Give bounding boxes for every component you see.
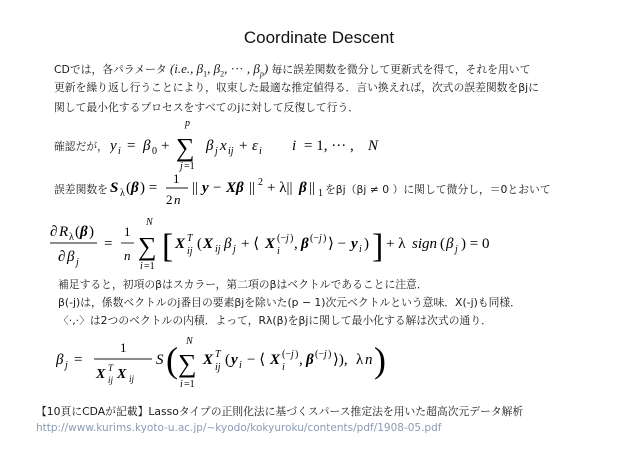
svg-text:∂: ∂ — [50, 224, 58, 240]
derivative-equation — [48, 214, 608, 274]
svg-text:Xβ: Xβ — [226, 180, 244, 196]
svg-text:) = 0: ) = 0 — [461, 236, 490, 252]
svg-text:X: X — [96, 367, 106, 382]
svg-text:S: S — [156, 352, 164, 368]
svg-text:): ) — [374, 340, 386, 380]
svg-text:(: ( — [75, 224, 80, 240]
svg-text:j: j — [455, 244, 458, 255]
svg-text:1: 1 — [120, 340, 127, 355]
svg-text:(−: (− — [315, 349, 324, 360]
svg-text:): ) — [364, 236, 369, 252]
svg-text:λ: λ — [69, 232, 74, 243]
error-fn-suffix: をβj（βj ≠ 0 ）に関して微分し，＝0とおいて — [325, 183, 551, 196]
para1-line2: 更新を繰り返し行うことにより，収束した最適な推定値得る．言い換えれば，次式の誤差関数をβjに — [54, 81, 539, 94]
svg-text:i: i — [118, 146, 121, 157]
svg-text:(: ( — [197, 236, 202, 252]
svg-text:∑: ∑ — [176, 133, 195, 162]
svg-text:N: N — [146, 217, 153, 228]
svg-text:=: = — [104, 236, 113, 252]
svg-text:ij: ij — [215, 244, 221, 255]
svg-text:X: X — [265, 236, 276, 252]
svg-text:i: i — [180, 379, 183, 390]
svg-text:x: x — [220, 138, 227, 154]
svg-text:−: − — [213, 180, 222, 196]
supplement-line3: 〈·,·〉は2つのベクトルの内積．よって，Rλ(β)をβjに関して最小化する解は次式の通り． — [58, 314, 492, 327]
svg-text:λ: λ — [120, 188, 125, 199]
svg-text:y: y — [351, 236, 358, 252]
svg-text:+ λ: + λ — [386, 236, 406, 252]
svg-text:=1: =1 — [184, 161, 195, 172]
svg-text:ij: ij — [187, 246, 193, 257]
svg-text:β: β — [206, 138, 214, 154]
confirm-label: 確認だが， — [54, 140, 108, 153]
reference-url[interactable]: http://www.kurims.kyoto-u.ac.jp/~kyodo/kokyuroku/contents/pdf/1908-05.pdf — [36, 422, 442, 434]
svg-text:+ λ||: + λ|| — [267, 180, 293, 196]
svg-text:ij: ij — [215, 362, 221, 373]
regression-equation — [110, 112, 410, 174]
svg-text:n: n — [174, 192, 181, 207]
para1-line3: 関して最小化するプロセスをすべてのjに対して反復して行う． — [54, 101, 360, 114]
svg-text:β: β — [299, 180, 307, 196]
svg-text:T: T — [108, 363, 114, 373]
svg-text:∑: ∑ — [178, 349, 197, 378]
svg-text:[: [ — [162, 228, 174, 265]
svg-text:||: || — [192, 180, 199, 196]
svg-text:β: β — [67, 249, 75, 265]
svg-text:||: || — [309, 180, 316, 196]
error-fn-label: 誤差関数を — [54, 183, 108, 196]
svg-text:+: + — [239, 138, 248, 154]
para1-line1-start: CDでは，各パラメータ — [54, 63, 167, 76]
svg-text:,: , — [299, 352, 303, 368]
svg-text:j: j — [233, 244, 236, 255]
svg-text:i: i — [259, 146, 262, 157]
svg-text:T: T — [187, 233, 193, 244]
svg-text:X: X — [117, 367, 127, 382]
para1-line1 — [54, 61, 530, 82]
svg-text:,: , — [294, 236, 298, 252]
svg-text:j: j — [291, 349, 294, 360]
svg-text:1: 1 — [318, 188, 323, 199]
slide-title: Coordinate Descent — [243, 28, 395, 47]
svg-text:j: j — [319, 233, 322, 244]
svg-text:β: β — [143, 138, 151, 154]
svg-text:(−: (− — [282, 349, 291, 360]
svg-text:β: β — [80, 224, 88, 240]
svg-text:]: ] — [372, 228, 384, 265]
svg-text:N: N — [368, 138, 379, 154]
svg-text:R: R — [59, 224, 69, 240]
para1-line1-end: 毎に誤差関数を微分して更新式を得て，それを用いて — [271, 63, 531, 76]
svg-text:y: y — [202, 180, 209, 196]
svg-text:): ) — [295, 349, 299, 360]
svg-text:n: n — [124, 248, 131, 263]
svg-text:ij: ij — [129, 374, 135, 384]
svg-text:=: = — [74, 352, 83, 368]
svg-text:j: j — [65, 360, 68, 371]
svg-text:): ) — [290, 233, 294, 244]
svg-text:=1: =1 — [184, 379, 195, 390]
svg-text:j: j — [215, 146, 218, 157]
svg-text:): ) — [328, 349, 332, 360]
svg-text:N: N — [186, 336, 193, 347]
svg-text:X: X — [270, 352, 281, 368]
svg-text:||: || — [249, 180, 256, 196]
svg-text:X: X — [203, 352, 214, 368]
svg-text:β: β — [131, 180, 139, 196]
svg-text:j: j — [76, 257, 79, 268]
svg-text:y: y — [110, 138, 117, 154]
svg-text:=: = — [127, 138, 136, 154]
svg-text:i: i — [359, 244, 362, 255]
reference-text: 【10頁にCDAが記載】Lassoタイプの正則化法に基づくスパース推定法を用いた超高次元データ解析 — [36, 405, 524, 418]
svg-text:= 1, ··· ,: = 1, ··· , — [304, 138, 354, 154]
svg-text:ij: ij — [228, 146, 234, 157]
svg-text:): ) — [323, 233, 327, 244]
supplement-line2: β(-j)は，係数ベクトルのj番目の要素βjを除いた(p − 1)次元ベクトルという意味．X(-j)も同様． — [58, 296, 521, 309]
svg-text:1: 1 — [124, 224, 131, 239]
svg-text:− ⟨: − ⟨ — [247, 352, 266, 368]
svg-text:j: j — [180, 161, 183, 172]
svg-text:n: n — [365, 352, 373, 368]
svg-text:=1: =1 — [144, 261, 155, 272]
svg-text:β: β — [301, 236, 309, 252]
error-function-equation — [110, 170, 360, 212]
svg-text:i: i — [292, 138, 297, 154]
svg-text:∑: ∑ — [138, 232, 157, 261]
svg-text:j: j — [286, 233, 289, 244]
svg-text:i: i — [140, 261, 143, 272]
svg-text:ε: ε — [252, 138, 258, 154]
svg-text:β: β — [306, 352, 314, 368]
svg-text:1: 1 — [173, 171, 180, 186]
parameter-tuple-math: (i.e., $\beta_1$, $\beta_2$, ··· , $\beta_p$) — [166, 61, 272, 79]
svg-text:β: β — [446, 236, 454, 252]
svg-text:ij: ij — [108, 375, 114, 385]
svg-text:β: β — [56, 352, 64, 368]
solution-equation — [56, 332, 476, 396]
svg-text:(: ( — [126, 180, 131, 196]
svg-text:λ: λ — [356, 352, 364, 368]
svg-text:X: X — [175, 236, 186, 252]
svg-text:p: p — [185, 118, 190, 129]
svg-text:i: i — [277, 246, 280, 257]
supplement-line1: 補足すると，初項のβはスカラー，第二項のβはベクトルであることに注意． — [58, 278, 428, 291]
svg-text:i: i — [282, 362, 285, 373]
svg-text:S: S — [110, 180, 119, 196]
svg-text:(: ( — [166, 340, 178, 380]
svg-text:+ ⟨: + ⟨ — [241, 236, 260, 252]
svg-text:(−: (− — [310, 233, 319, 244]
svg-text:⟩),: ⟩), — [333, 352, 348, 368]
svg-text:⟩ −: ⟩ − — [328, 236, 347, 252]
svg-text:(−: (− — [277, 233, 286, 244]
svg-text:y: y — [231, 352, 238, 368]
svg-text:j: j — [324, 349, 327, 360]
svg-text:) =: ) = — [140, 180, 158, 196]
svg-text:2: 2 — [166, 192, 173, 207]
svg-text:β: β — [224, 236, 232, 252]
svg-text:(: ( — [440, 236, 445, 252]
svg-text:2: 2 — [258, 177, 263, 188]
svg-text:+: + — [161, 138, 170, 154]
svg-text:0: 0 — [152, 146, 157, 157]
svg-text:i: i — [239, 360, 242, 371]
svg-text:sign: sign — [412, 236, 438, 252]
svg-text:(: ( — [225, 352, 230, 368]
svg-text:): ) — [89, 224, 94, 240]
svg-text:T: T — [215, 349, 221, 360]
svg-text:X: X — [203, 236, 214, 252]
svg-text:∂: ∂ — [58, 249, 66, 265]
